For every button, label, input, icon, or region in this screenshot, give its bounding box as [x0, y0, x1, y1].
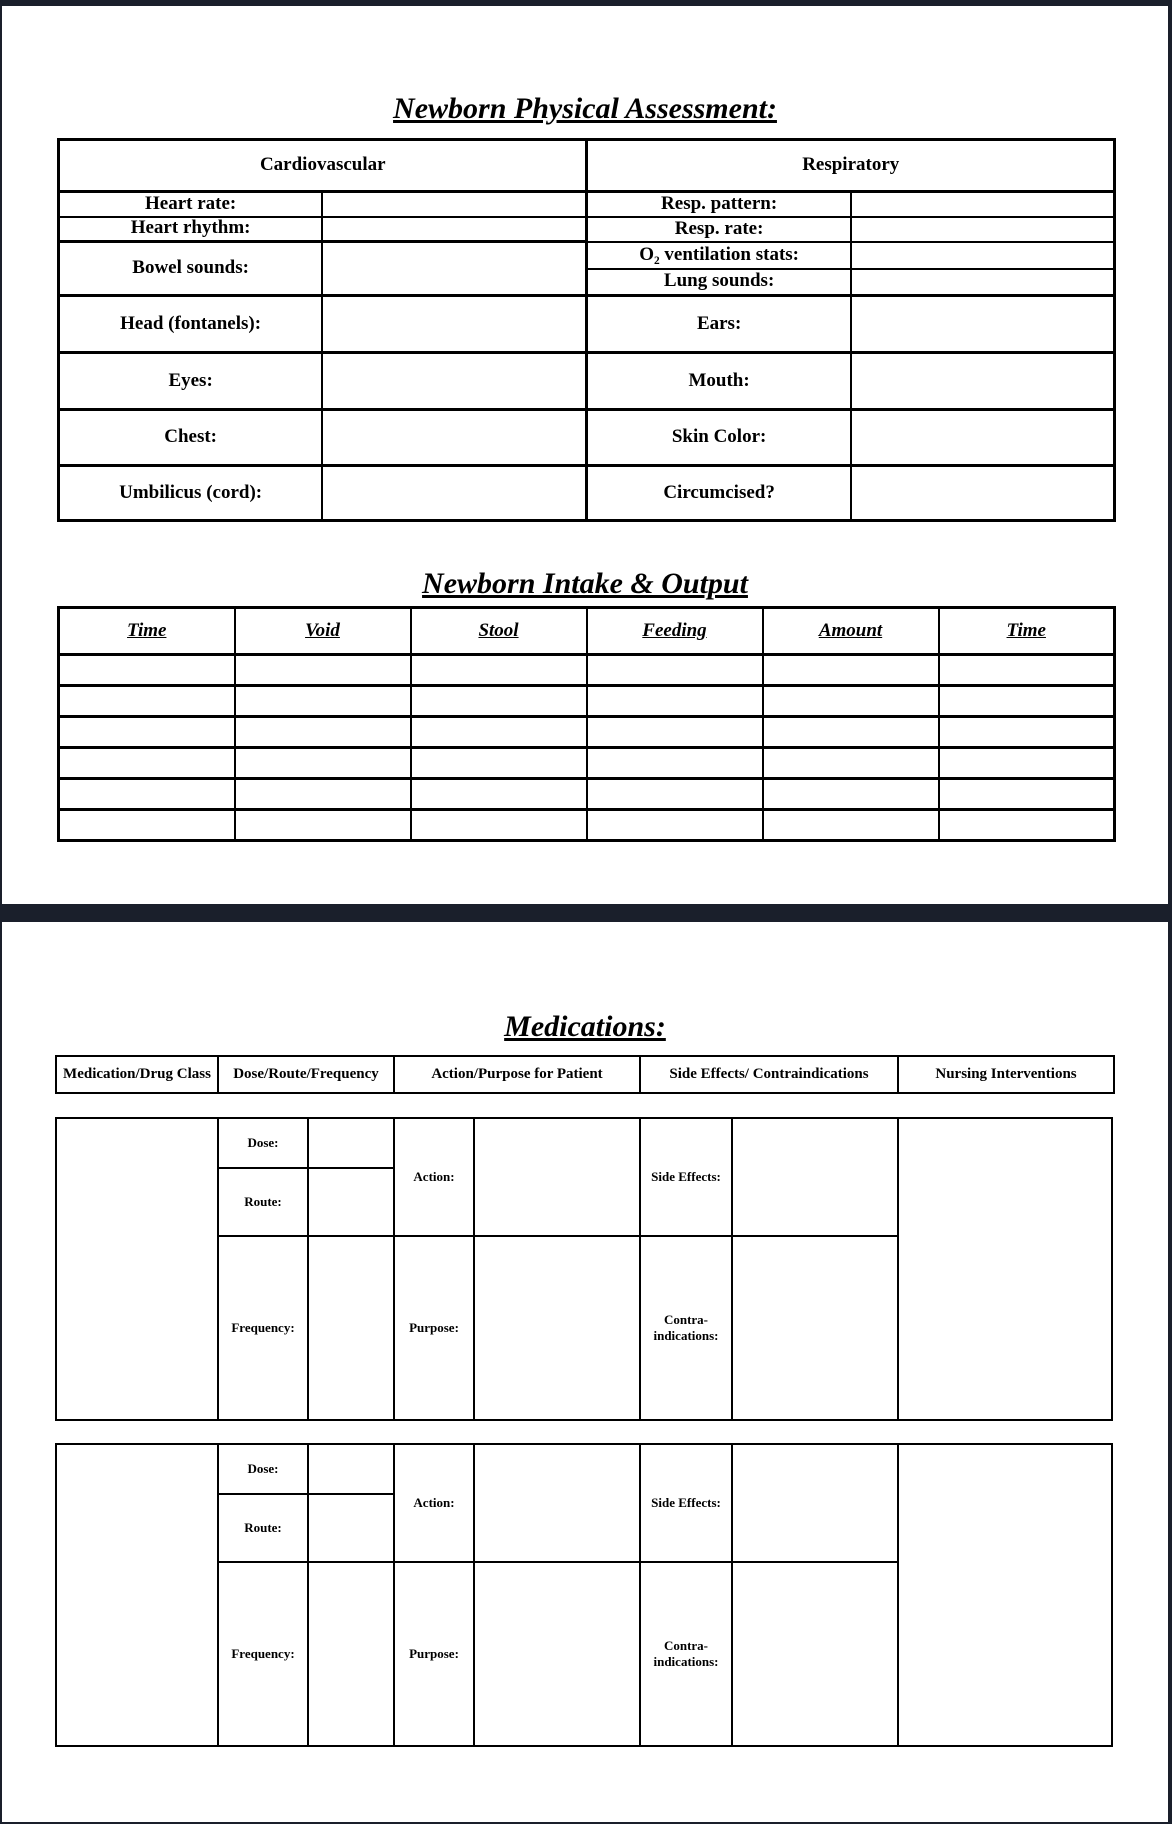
- medication-drug-class-field[interactable]: [56, 1444, 218, 1746]
- io-cell[interactable]: [59, 810, 235, 841]
- med-header-dose-route-frequency: Dose/Route/Frequency: [218, 1056, 394, 1093]
- med-header-drug-class: Medication/Drug Class: [56, 1056, 218, 1093]
- io-cell[interactable]: [763, 686, 939, 717]
- heart-rate-label: Heart rate:: [59, 192, 323, 217]
- io-cell[interactable]: [939, 810, 1115, 841]
- eyes-label: Eyes:: [59, 353, 323, 410]
- table-row: [59, 410, 1115, 466]
- action-label: Action:: [394, 1444, 474, 1562]
- io-cell[interactable]: [587, 779, 763, 810]
- physical-assessment-table: [57, 138, 1116, 522]
- route-label: Route:: [218, 1494, 308, 1562]
- table-row: [59, 717, 1115, 748]
- table-row: [59, 140, 1115, 192]
- table-row: [59, 748, 1115, 779]
- io-cell[interactable]: [763, 810, 939, 841]
- io-cell[interactable]: [59, 655, 235, 686]
- dose-field[interactable]: [308, 1444, 394, 1494]
- io-header-time-2: Time: [939, 608, 1115, 655]
- table-row: [56, 1444, 1112, 1494]
- io-header-stool: Stool: [411, 608, 587, 655]
- io-header-time: Time: [59, 608, 235, 655]
- table-row: [59, 242, 1115, 269]
- head-field[interactable]: [322, 296, 587, 353]
- io-cell[interactable]: [411, 779, 587, 810]
- page-1: [2, 6, 1168, 904]
- physical-assessment-title: Newborn Physical Assessment:: [393, 92, 777, 125]
- lung-sounds-label: Lung sounds:: [587, 269, 851, 296]
- o2-ventilation-field[interactable]: [851, 242, 1115, 269]
- action-label: Action:: [394, 1118, 474, 1236]
- io-cell[interactable]: [763, 779, 939, 810]
- medication-drug-class-field[interactable]: [56, 1118, 218, 1420]
- io-cell[interactable]: [587, 717, 763, 748]
- io-cell[interactable]: [763, 748, 939, 779]
- lung-sounds-field[interactable]: [851, 269, 1115, 296]
- circumcised-field[interactable]: [851, 466, 1115, 521]
- contraindications-field[interactable]: [732, 1236, 898, 1420]
- umbilicus-field[interactable]: [322, 466, 587, 521]
- table-row: [59, 466, 1115, 521]
- mouth-label: Mouth:: [587, 353, 851, 410]
- io-cell[interactable]: [763, 655, 939, 686]
- table-row: [59, 655, 1115, 686]
- contraindications-label: Contra-indications:: [640, 1236, 732, 1420]
- purpose-label: Purpose:: [394, 1236, 474, 1420]
- purpose-field[interactable]: [474, 1236, 640, 1420]
- io-cell[interactable]: [59, 686, 235, 717]
- table-row: [59, 608, 1115, 655]
- frequency-field[interactable]: [308, 1562, 394, 1746]
- table-row: [56, 1056, 1114, 1093]
- intake-output-title: Newborn Intake & Output: [422, 567, 748, 600]
- resp-pattern-label: Resp. pattern:: [587, 192, 851, 217]
- io-cell[interactable]: [587, 810, 763, 841]
- skin-color-field[interactable]: [851, 410, 1115, 466]
- medications-title: Medications:: [504, 1010, 666, 1043]
- umbilicus-label: Umbilicus (cord):: [59, 466, 323, 521]
- intake-output-table: [57, 606, 1116, 842]
- io-cell[interactable]: [939, 748, 1115, 779]
- io-cell[interactable]: [59, 748, 235, 779]
- io-cell[interactable]: [235, 655, 411, 686]
- io-cell[interactable]: [939, 779, 1115, 810]
- contraindications-label: Contra-indications:: [640, 1562, 732, 1746]
- io-cell[interactable]: [411, 655, 587, 686]
- io-cell[interactable]: [59, 717, 235, 748]
- frequency-label: Frequency:: [218, 1236, 308, 1420]
- ears-field[interactable]: [851, 296, 1115, 353]
- med-header-nursing-interventions: Nursing Interventions: [898, 1056, 1114, 1093]
- side-effects-label: Side Effects:: [640, 1118, 732, 1236]
- resp-rate-label: Resp. rate:: [587, 217, 851, 242]
- purpose-field[interactable]: [474, 1562, 640, 1746]
- io-cell[interactable]: [411, 748, 587, 779]
- contraindications-field[interactable]: [732, 1562, 898, 1746]
- table-row: [59, 353, 1115, 410]
- table-row: [56, 1118, 1112, 1168]
- io-cell[interactable]: [235, 779, 411, 810]
- io-cell[interactable]: [411, 717, 587, 748]
- side-effects-label: Side Effects:: [640, 1444, 732, 1562]
- io-cell[interactable]: [939, 686, 1115, 717]
- io-cell[interactable]: [411, 686, 587, 717]
- io-cell[interactable]: [59, 779, 235, 810]
- io-cell[interactable]: [763, 717, 939, 748]
- io-cell[interactable]: [587, 748, 763, 779]
- eyes-field[interactable]: [322, 353, 587, 410]
- mouth-field[interactable]: [851, 353, 1115, 410]
- med-header-action-purpose: Action/Purpose for Patient: [394, 1056, 640, 1093]
- chest-label: Chest:: [59, 410, 323, 466]
- table-row: [59, 296, 1115, 353]
- dose-field[interactable]: [308, 1118, 394, 1168]
- action-field[interactable]: [474, 1444, 640, 1562]
- route-field[interactable]: [308, 1494, 394, 1562]
- heart-rhythm-label: Heart rhythm:: [59, 217, 323, 242]
- table-row: [59, 686, 1115, 717]
- frequency-field[interactable]: [308, 1236, 394, 1420]
- io-cell[interactable]: [411, 810, 587, 841]
- table-row: [59, 192, 1115, 217]
- io-cell[interactable]: [235, 748, 411, 779]
- frequency-label: Frequency:: [218, 1562, 308, 1746]
- action-field[interactable]: [474, 1118, 640, 1236]
- nursing-interventions-field[interactable]: [898, 1118, 1112, 1420]
- cardiovascular-header: Cardiovascular: [59, 140, 587, 192]
- page-2: [2, 922, 1168, 1822]
- table-row: [59, 779, 1115, 810]
- resp-rate-field[interactable]: [851, 217, 1115, 242]
- dose-label: Dose:: [218, 1444, 308, 1494]
- head-label: Head (fontanels):: [59, 296, 323, 353]
- io-cell[interactable]: [235, 717, 411, 748]
- side-effects-field[interactable]: [732, 1118, 898, 1236]
- io-cell[interactable]: [587, 655, 763, 686]
- io-cell[interactable]: [939, 717, 1115, 748]
- io-header-feeding: Feeding: [587, 608, 763, 655]
- dose-label: Dose:: [218, 1118, 308, 1168]
- io-header-void: Void: [235, 608, 411, 655]
- table-row: [59, 810, 1115, 841]
- resp-pattern-field[interactable]: [851, 192, 1115, 217]
- heart-rate-field[interactable]: [322, 192, 587, 217]
- o2-ventilation-label: O₂ ventilation stats:: [587, 242, 851, 269]
- medication-block-1: [55, 1117, 1113, 1421]
- ears-label: Ears:: [587, 296, 851, 353]
- io-cell[interactable]: [235, 810, 411, 841]
- io-cell[interactable]: [939, 655, 1115, 686]
- bowel-sounds-label: Bowel sounds:: [59, 242, 323, 296]
- route-label: Route:: [218, 1168, 308, 1236]
- route-field[interactable]: [308, 1168, 394, 1236]
- circumcised-label: Circumcised?: [587, 466, 851, 521]
- io-header-amount: Amount: [763, 608, 939, 655]
- bowel-sounds-field[interactable]: [322, 242, 587, 296]
- heart-rhythm-field[interactable]: [322, 217, 587, 242]
- medication-block-2: [55, 1443, 1113, 1747]
- side-effects-field[interactable]: [732, 1444, 898, 1562]
- io-cell[interactable]: [235, 686, 411, 717]
- io-cell[interactable]: [587, 686, 763, 717]
- respiratory-header: Respiratory: [587, 140, 1115, 192]
- med-header-side-effects: Side Effects/ Contraindications: [640, 1056, 898, 1093]
- medications-header-table: [55, 1055, 1115, 1094]
- chest-field[interactable]: [322, 410, 587, 466]
- nursing-interventions-field[interactable]: [898, 1444, 1112, 1746]
- skin-color-label: Skin Color:: [587, 410, 851, 466]
- purpose-label: Purpose:: [394, 1562, 474, 1746]
- table-row: [59, 217, 1115, 242]
